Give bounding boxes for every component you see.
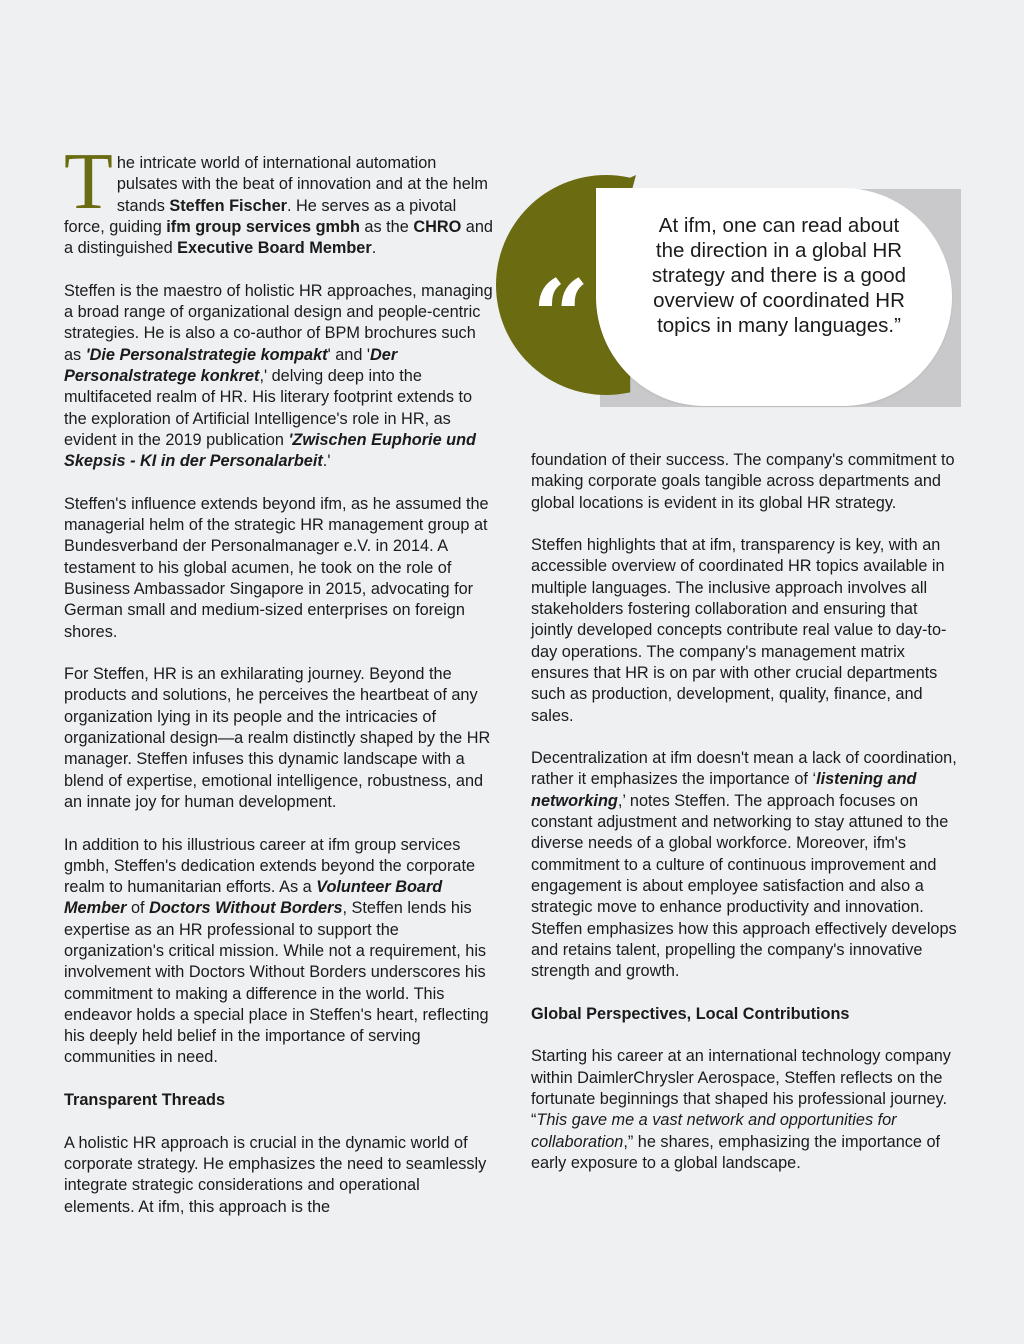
section-heading-transparent-threads: Transparent Threads bbox=[64, 1091, 226, 1110]
intro-paragraph: T he intricate world of international automation pulsates with the beat of innovation and at the helm stands Steffen Fischer. He serves as a pivotal force, guiding ifm group services gmbh as the CHRO and a distinguished Executive Board Member. bbox=[64, 138, 493, 258]
holistic-paragraph: A holistic HR approach is crucial in the dynamic world of corporate strategy. He emphasizes the need to seamlessly integrate strategic considerations and operational elements. At ifm, this approach is the bbox=[64, 1133, 487, 1216]
influence-paragraph: Steffen's influence extends beyond ifm, as he assumed the managerial helm of the strategic HR management group at Bundesverband der Personalmanager e.V. in 2014. A testament to his global acumen, he took on the role of Business Ambassador Singapore in 2015, advocating for German small and medium-sized enterprises on foreign shores. bbox=[64, 494, 489, 641]
quote-mark-icon: “ bbox=[532, 258, 590, 376]
transparency-paragraph: Steffen highlights that at ifm, transparency is key, with an accessible overview of coordinated HR topics available in multiple languages. The inclusive approach involves all stakeholders fostering collaboration and ensuring that jointly developed concepts contribute real value to day-to-day operations. The company's management matrix ensures that HR is on par with other crucial departments such as production, development, quality, finance, and sales. bbox=[531, 536, 947, 725]
left-column bbox=[64, 138, 494, 1218]
pull-quote bbox=[496, 175, 966, 411]
quote-text: At ifm, one can read about the direction in a global HR strategy and there is a good overview of coordinated HR topics in many languages.” bbox=[651, 214, 907, 337]
maestro-paragraph: Steffen is the maestro of holistic HR approaches, managing a broad range of organizational design and people-centric strategies. He is also a co-author of BPM brochures such as 'Die Personalstrategie kompakt' and 'Der Personalstratege konkret,' delving deep into the multifaceted realm of HR. His literary footprint extends to the exploration of Artificial Intelligence's role in HR, as evident in the 2019 publication 'Zwischen Euphorie und Skepsis - KI in der Personalarbeit.' bbox=[64, 281, 493, 471]
foundation-paragraph: foundation of their success. The company's commitment to making corporate goals tangible across departments and global locations is evident in its global HR strategy. bbox=[531, 451, 955, 512]
journey-paragraph: For Steffen, HR is an exhilarating journey. Beyond the products and solutions, he perceives the heartbeat of any organization lying in its people and the intricacies of organizational design—a realm distinctly shaped by the HR manager. Steffen infuses this dynamic landscape with a blend of expertise, emotional intelligence, robustness, and an innate joy for human development. bbox=[64, 665, 491, 811]
section-heading-global-perspectives: Global Perspectives, Local Contributions bbox=[531, 1004, 850, 1023]
career-paragraph: Starting his career at an international technology company within DaimlerChrysler Aerospace, Steffen reflects on the fortunate beginnings that shaped his professional journey. “This gave me a vast network and opportunities for collaboration,” he shares, emphasizing the importance of early exposure to a global landscape. bbox=[531, 1047, 951, 1172]
decentralization-paragraph: Decentralization at ifm doesn't mean a lack of coordination, rather it emphasizes the importance of ‘listening and networking,’ notes Steffen. The approach focuses on constant adjustment and networking to stay attuned to the diverse needs of a global workforce. Moreover, ifm's commitment to a culture of continuous improvement and engagement is about employee satisfaction and also a strategic move to enhance productivity and innovation. Steffen emphasizes how this approach effectively develops and retains talent, propelling the company's innovative strength and growth. bbox=[531, 749, 957, 981]
humanitarian-paragraph: In addition to his illustrious career at ifm group services gmbh, Steffen's dedication extends beyond the corporate realm to humanitarian efforts. As a Volunteer Board Member of Doctors Without Borders, Steffen lends his expertise as an HR professional to support the organization's critical mission. While not a requirement, his involvement with Doctors Without Borders underscores his commitment to making a difference in the world. This endeavor holds a special place in Steffen's heart, reflecting his deeply held belief in the importance of serving communities in need. bbox=[64, 835, 489, 1067]
right-column bbox=[531, 450, 961, 1174]
drop-cap: T bbox=[64, 138, 113, 226]
